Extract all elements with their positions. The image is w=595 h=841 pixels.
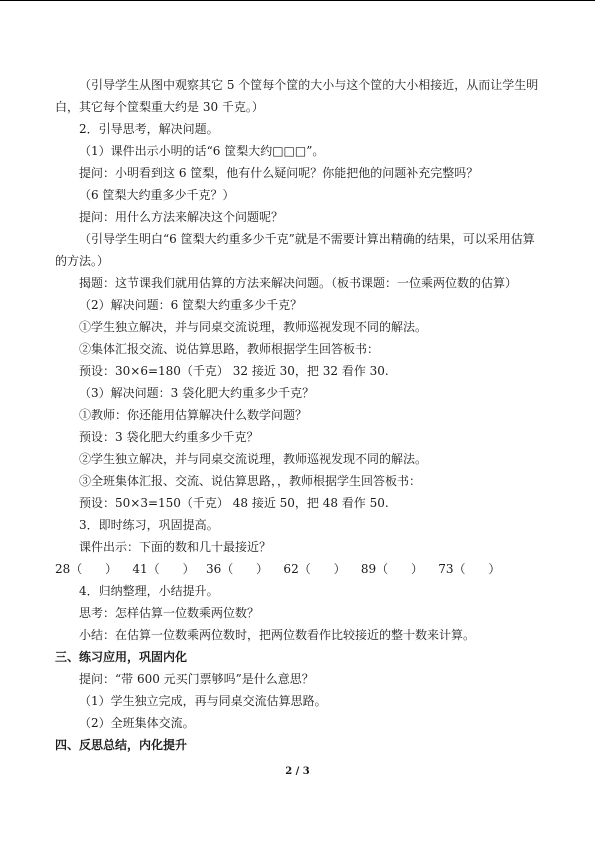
paragraph-line: 的方法。） — [55, 254, 110, 268]
page-number: 2 / 3 — [285, 766, 310, 777]
paragraph-line: 小结：在估算一位数乘两位数时，把两位数看作比较接近的整十数来计算。 — [79, 628, 476, 642]
paragraph-line: 提问：小明看到这 6 筐梨，他有什么疑问呢？你能把他的问题补充完整吗？ — [79, 166, 479, 180]
step-heading: 2．引导思考，解决问题。 — [79, 122, 219, 136]
paragraph-line: （1）课件出示小明的话“6 筐梨大约□□□”。 — [79, 144, 325, 158]
section-heading: 四、反思总结，内化提升 — [55, 738, 188, 752]
paragraph-line: （2）全班集体交流。 — [79, 716, 195, 730]
paragraph-line: 揭题：这节课我们就用估算的方法来解决问题。（板书课题：一位乘两位数的估算） — [79, 276, 518, 290]
paragraph-line: ③全班集体汇报、交流、说估算思路，，教师根据学生回答板书： — [79, 474, 422, 488]
paragraph-line: （2）解决问题：6 筐梨大约重多少千克？ — [79, 298, 303, 312]
paragraph-line: （1）学生独立完成，再与同桌交流估算思路。 — [79, 694, 327, 708]
paragraph-line: ①教师：你还能用估算解决什么数学问题？ — [79, 408, 308, 422]
paragraph-line: 预设：30×6=180（千克） 32 接近 30，把 32 看作 30. — [79, 364, 389, 378]
section-heading: 三、练习应用，巩固内化 — [55, 650, 188, 664]
paragraph-line: 预设：3 袋化肥大约重多少千克？ — [79, 430, 259, 444]
document-body — [55, 74, 545, 756]
paragraph-line: 白，其它每个筐梨重大约是 30 千克。） — [55, 100, 264, 114]
paragraph-line: 提问：“带 600 元买门票够吗”是什么意思？ — [79, 672, 314, 686]
top-border-line — [0, 0, 595, 1]
paragraph-line: ②集体汇报交流、说估算思路，教师根据学生回答板书： — [79, 342, 380, 356]
paragraph-line: ①学生独立解决，并与同桌交流说理，教师巡视发现不同的解法。 — [79, 320, 428, 334]
paragraph-line: 思考：怎样估算一位数乘两位数？ — [79, 606, 260, 620]
paragraph-line: （3）解决问题：3 袋化肥大约重多少千克？ — [79, 386, 315, 400]
step-heading: 3．即时练习，巩固提高。 — [79, 518, 219, 532]
paragraph-line: （引导学生明白“6 筐梨大约重多少千克”就是不需要计算出精确的结果，可以采用估算 — [79, 232, 535, 246]
paragraph-line: ②学生独立解决，并与同桌交流说理，教师巡视发现不同的解法。 — [79, 452, 428, 466]
paragraph-line: 提问：用什么方法来解决这个问题呢？ — [79, 210, 284, 224]
paragraph-line: 预设：50×3=150（千克） 48 接近 50，把 48 看作 50. — [79, 496, 389, 510]
paragraph-line: （6 筐梨大约重多少千克？） — [79, 188, 235, 202]
exercise-blanks: 28（ ） 41（ ） 36（ ） 62（ ） 89（ ） 73（ ） — [55, 562, 501, 576]
step-heading: 4．归纳整理，小结提升。 — [79, 584, 219, 598]
paragraph-line: 课件出示：下面的数和几十最接近？ — [79, 540, 272, 554]
paragraph-line: （引导学生从图中观察其它 5 个筐每个筐的大小与这个筐的大小相接近，从而让学生明 — [79, 78, 539, 92]
